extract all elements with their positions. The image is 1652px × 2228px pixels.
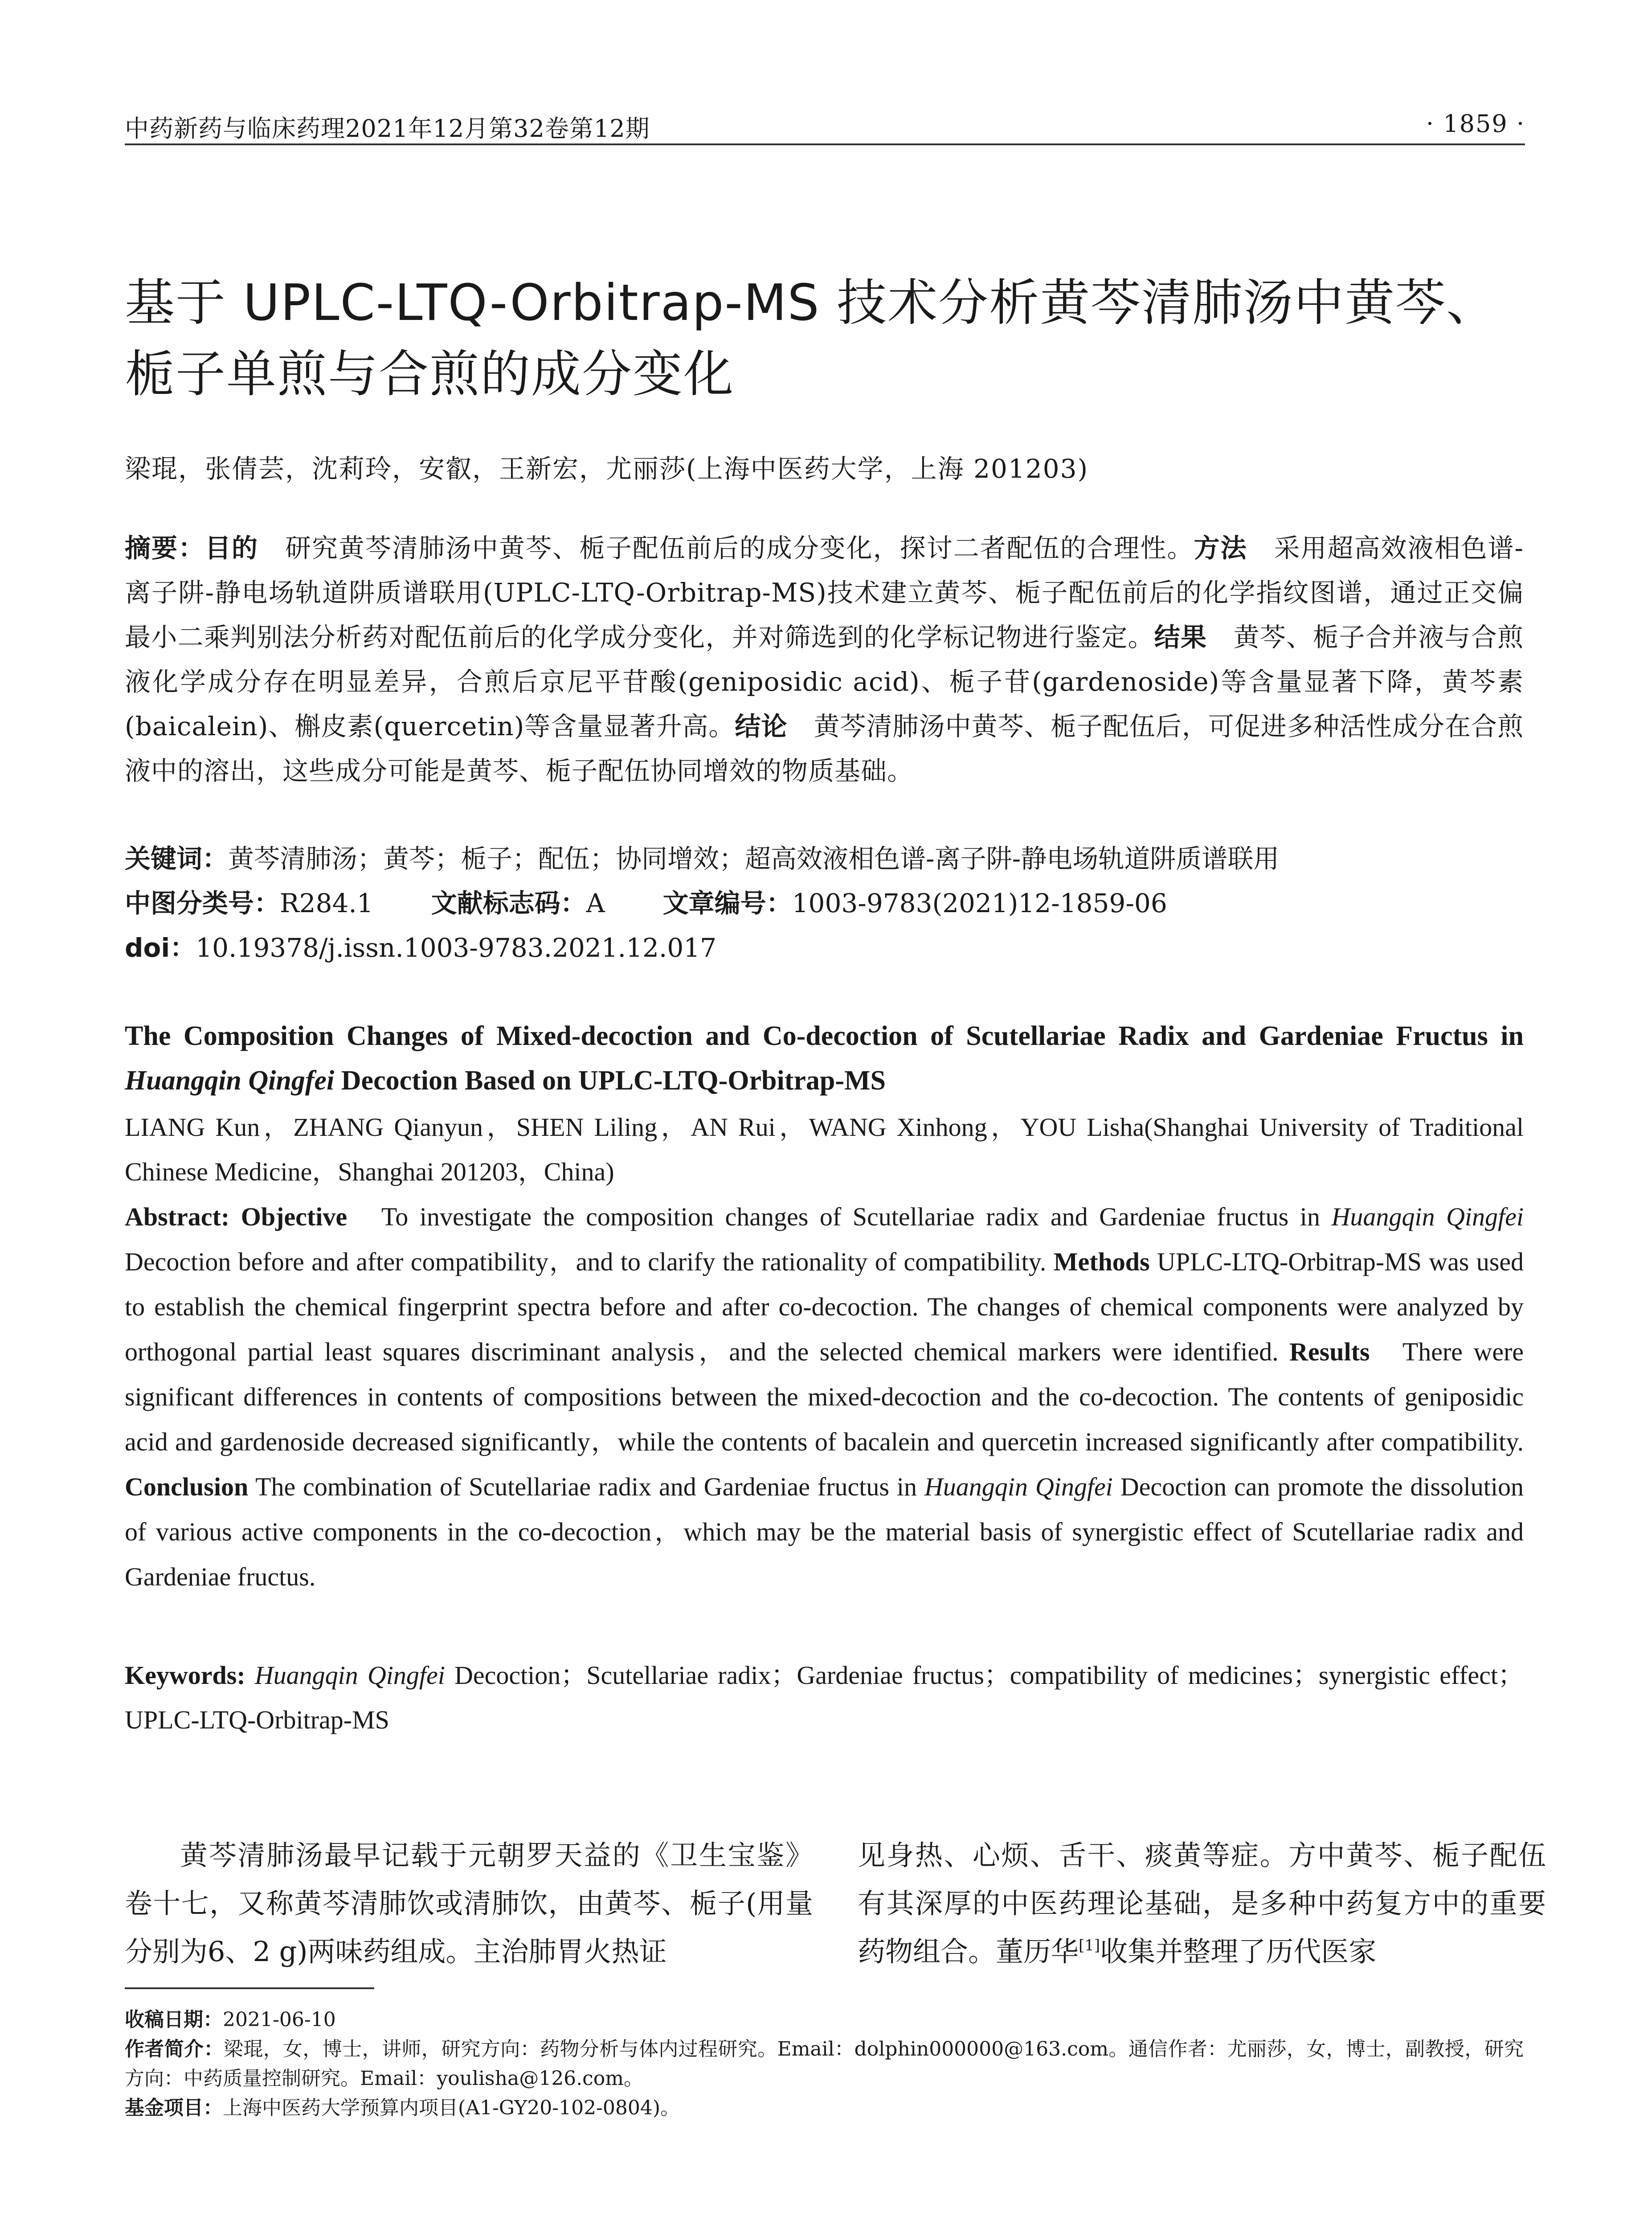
body-column-right bbox=[858, 1831, 1546, 1976]
english-objective-a: To investigate the composition changes of Scutellariae radix and Gardeniae fructus in bbox=[381, 1202, 1332, 1231]
doc-code-value: A bbox=[586, 888, 605, 918]
english-results-label: Results bbox=[1289, 1337, 1370, 1366]
chinese-abstract bbox=[125, 526, 1524, 793]
received-label: 收稿日期： bbox=[125, 2008, 223, 2031]
abstract-label: 摘要： bbox=[125, 533, 205, 563]
footnote-received bbox=[125, 2005, 1524, 2035]
footnote-fund bbox=[125, 2093, 1524, 2123]
fund-text: 上海中医药大学预算内项目(A1-GY20-102-0804)。 bbox=[223, 2097, 680, 2119]
english-results-text: There were significant differences in contents of compositions between the mixed-decoction and the co-decoction. The contents of geniposidic acid and gardenoside decreased significantly，while the contents of bacalein and quercetin increased significantly after compatibility. bbox=[125, 1337, 1524, 1456]
doi-value: 10.19378/j.issn.1003-9783.2021.12.017 bbox=[196, 933, 717, 963]
body-right-text-b: 收集并整理了历代医家 bbox=[1100, 1935, 1377, 1968]
doi-line bbox=[125, 927, 716, 964]
keywords-text: 黄芩清肺汤；黄芩；栀子；配伍；协同增效；超高效液相色谱-离子阱-静电场轨道阱质谱联用 bbox=[228, 844, 1280, 874]
english-objective-italic: Huangqin Qingfei bbox=[1331, 1202, 1524, 1231]
chinese-title-line2: 栀子单煎与合煎的成分变化 bbox=[125, 345, 734, 403]
english-keywords-label: Keywords: bbox=[125, 1661, 245, 1690]
english-abstract bbox=[125, 1194, 1524, 1599]
english-keywords-text: Decoction；Scutellariae radix；Gardeniae fructus；compatibility of medicines；synergistic effect；UPLC-LTQ-Orbitrap-MS bbox=[125, 1661, 1524, 1734]
english-conclusion-a: The combination of Scutellariae radix and Gardeniae fructus in bbox=[255, 1472, 924, 1501]
classification-line bbox=[125, 882, 1167, 920]
clc-label: 中图分类号： bbox=[125, 888, 280, 918]
body-right-text-a: 见身热、心烦、舌干、痰黄等症。方中黄芩、栀子配伍有其深厚的中医药理论基础，是多种中药复方中的重要药物组合。董历华 bbox=[858, 1839, 1546, 1968]
footnote-author bbox=[125, 2035, 1524, 2093]
body-left-paragraph: 黄芩清肺汤最早记载于元朝罗天益的《卫生宝鉴》卷十七，又称黄芩清肺饮或清肺饮，由黄芩、栀子(用量分别为6、2 g)两味药组成。主治肺胃火热证 bbox=[125, 1839, 813, 1968]
article-no-label: 文章编号： bbox=[662, 888, 792, 918]
english-conclusion-label: Conclusion bbox=[125, 1472, 249, 1501]
english-title-part2: Decoction Based on UPLC-LTQ-Orbitrap-MS bbox=[334, 1065, 886, 1096]
english-keywords-italic: Huangqin Qingfei bbox=[254, 1661, 445, 1690]
chinese-authors: 梁琨，张倩芸，沈莉玲，安叡，王新宏，尤丽莎(上海中医药大学，上海 201203) bbox=[125, 454, 1089, 484]
body-right-paragraph bbox=[858, 1831, 1546, 1976]
english-methods-text: UPLC-LTQ-Orbitrap-MS was used to establish the chemical fingerprint spectra before and after co-decoction. The changes of chemical components were analyzed by orthogonal partial least squares discriminant analysis，and the selected chemical markers were identified. bbox=[125, 1247, 1524, 1366]
english-objective-label: Objective bbox=[241, 1202, 348, 1231]
english-objective-b: Decoction before and after compatibility，and to clarify the rationality of compatibility. bbox=[125, 1247, 1047, 1276]
footnotes bbox=[125, 2005, 1524, 2123]
english-title-part1: The Composition Changes of Mixed-decoction and Co-decoction of Scutellariae Radix and Gardeniae Fructus in bbox=[125, 1021, 1524, 1051]
english-methods-label: Methods bbox=[1053, 1247, 1150, 1276]
objective-text: 研究黄芩清肺汤中黄芩、栀子配伍前后的成分变化，探讨二者配伍的合理性。 bbox=[285, 533, 1194, 563]
received-date: 2021-06-10 bbox=[223, 2008, 336, 2031]
english-title bbox=[125, 1014, 1524, 1103]
objective-label: 目的 bbox=[204, 533, 258, 563]
running-header bbox=[125, 108, 1525, 145]
author-info-label: 作者简介： bbox=[125, 2038, 224, 2060]
conclusion-text: 黄芩清肺汤中黄芩、栀子配伍后，可促进多种活性成分在合煎液中的溶出，这些成分可能是黄芩、栀子配伍协同增效的物质基础。 bbox=[125, 711, 1524, 786]
methods-label: 方法 bbox=[1194, 533, 1247, 563]
page-number: · 1859 · bbox=[1426, 110, 1525, 138]
english-conclusion-b: Decoction can promote the dissolution of various active components in the co-decoction，which may be the material basis of synergistic effect of Scutellariae radix and Gardeniae fructus. bbox=[125, 1472, 1524, 1591]
english-title-italic: Huangqin Qingfei bbox=[125, 1065, 335, 1096]
reference-citation[interactable]: [1] bbox=[1079, 1937, 1100, 1954]
body-column-left bbox=[125, 1831, 813, 1976]
chinese-title-line1: 基于 UPLC-LTQ-Orbitrap-MS 技术分析黄芩清肺汤中黄芩、 bbox=[125, 274, 1497, 332]
clc-value: R284.1 bbox=[280, 888, 373, 918]
english-conclusion-italic: Huangqin Qingfei bbox=[924, 1472, 1113, 1501]
doc-code-label: 文献标志码： bbox=[431, 888, 586, 918]
results-text: 黄芩、栀子合并液与合煎液化学成分存在明显差异，合煎后京尼平苷酸(geniposidic acid)、栀子苷(gardenoside)等含量显著下降，黄芩素(baicalein)、槲皮素(quercetin)等含量显著升高。 bbox=[125, 622, 1524, 741]
footnote-divider bbox=[125, 1987, 374, 1989]
english-abstract-label: Abstract: bbox=[125, 1202, 230, 1231]
results-label: 结果 bbox=[1154, 622, 1207, 652]
journal-issue: 中药新药与临床药理2021年12月第32卷第12期 bbox=[125, 115, 650, 143]
chinese-title bbox=[125, 267, 1524, 410]
author-info-text: 梁琨，女，博士，讲师，研究方向：药物分析与体内过程研究。Email：dolphin000000@163.com。通信作者：尤丽莎，女，博士，副教授，研究方向：中药质量控制研究。Email：youlisha@126.com。 bbox=[125, 2038, 1524, 2090]
fund-label: 基金项目： bbox=[125, 2097, 223, 2119]
conclusion-label: 结论 bbox=[735, 711, 788, 741]
english-keywords bbox=[125, 1653, 1524, 1742]
chinese-keywords bbox=[125, 838, 1279, 875]
keywords-label: 关键词： bbox=[125, 844, 229, 874]
english-authors: LIANG Kun，ZHANG Qianyun，SHEN Liling，AN Rui，WANG Xinhong，YOU Lisha(Shanghai University of Traditional Chinese Medicine，Shanghai 201203，China) bbox=[125, 1113, 1524, 1186]
article-no-value: 1003-9783(2021)12-1859-06 bbox=[792, 888, 1167, 918]
doi-label: doi： bbox=[125, 933, 196, 963]
methods-text: 采用超高效液相色谱-离子阱-静电场轨道阱质谱联用(UPLC-LTQ-Orbitrap-MS)技术建立黄芩、栀子配伍前后的化学指纹图谱，通过正交偏最小二乘判别法分析药对配伍前后的化学成分变化，并对筛选到的化学标记物进行鉴定。 bbox=[125, 533, 1524, 652]
